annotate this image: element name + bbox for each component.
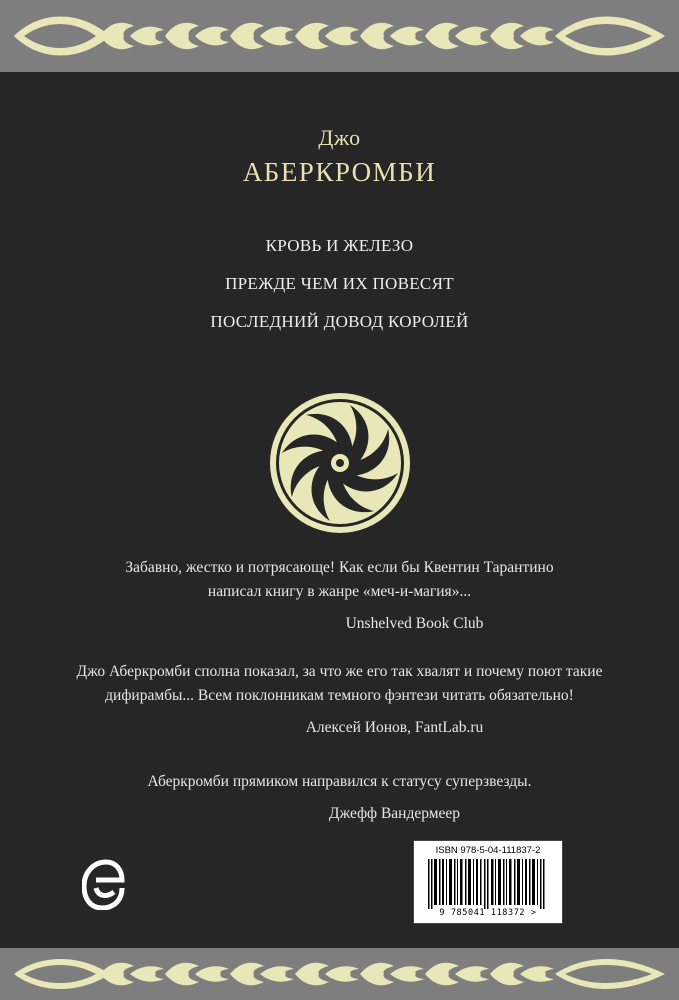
review-quote-3 [0, 770, 679, 826]
barcode-icon [428, 859, 548, 909]
review-quote-2-source: Алексей Ионов, FantLab.ru [305, 719, 484, 736]
review-quote-2-line-1: Джо Аберкромби сполна показал, за что же его так хвалят и почему поют такие [76, 663, 603, 680]
flame-ornament-top [0, 0, 679, 72]
author-last-name: АБЕРКРОМБИ [242, 157, 437, 187]
series-list [0, 236, 679, 350]
barcode-digits: 9 785041 118372 > [439, 908, 537, 918]
review-quote-3-line-1: Аберкромби прямиком направился к статусу суперзвезды. [147, 773, 532, 790]
review-quote-3-source: Джефф Вандермеер [328, 805, 461, 822]
top-ornament-band [0, 0, 679, 72]
flame-ornament-bottom [0, 948, 679, 1000]
isbn-barcode-box [413, 840, 563, 924]
series-title-2: ПРЕЖДЕ ЧЕМ ИХ ПОВЕСЯТ [225, 274, 454, 293]
review-quote-2-line-2: дифирамбы... Всем поклонникам темного фэнтези читать обязательно! [105, 687, 574, 704]
review-quote-1-line-2: написал книгу в жанре «меч-и-магия»... [207, 583, 472, 600]
eksmo-logo-icon [82, 858, 126, 915]
review-quote-1-source: Unshelved Book Club [345, 615, 484, 632]
sun-wheel-emblem-icon [266, 389, 414, 542]
author-first-name: Джо [318, 125, 361, 150]
series-title-1: КРОВЬ И ЖЕЛЕЗО [265, 236, 414, 255]
isbn-label: ISBN 978-5-04-111837-2 [435, 845, 541, 856]
review-quote-2 [0, 660, 679, 740]
series-title-3: ПОСЛЕДНИЙ ДОВОД КОРОЛЕЙ [210, 312, 469, 331]
bottom-ornament-band [0, 948, 679, 1000]
review-quote-1-line-1: Забавно, жестко и потрясающе! Как если бы Квентин Тарантино [125, 559, 554, 576]
review-quote-1 [0, 556, 679, 636]
